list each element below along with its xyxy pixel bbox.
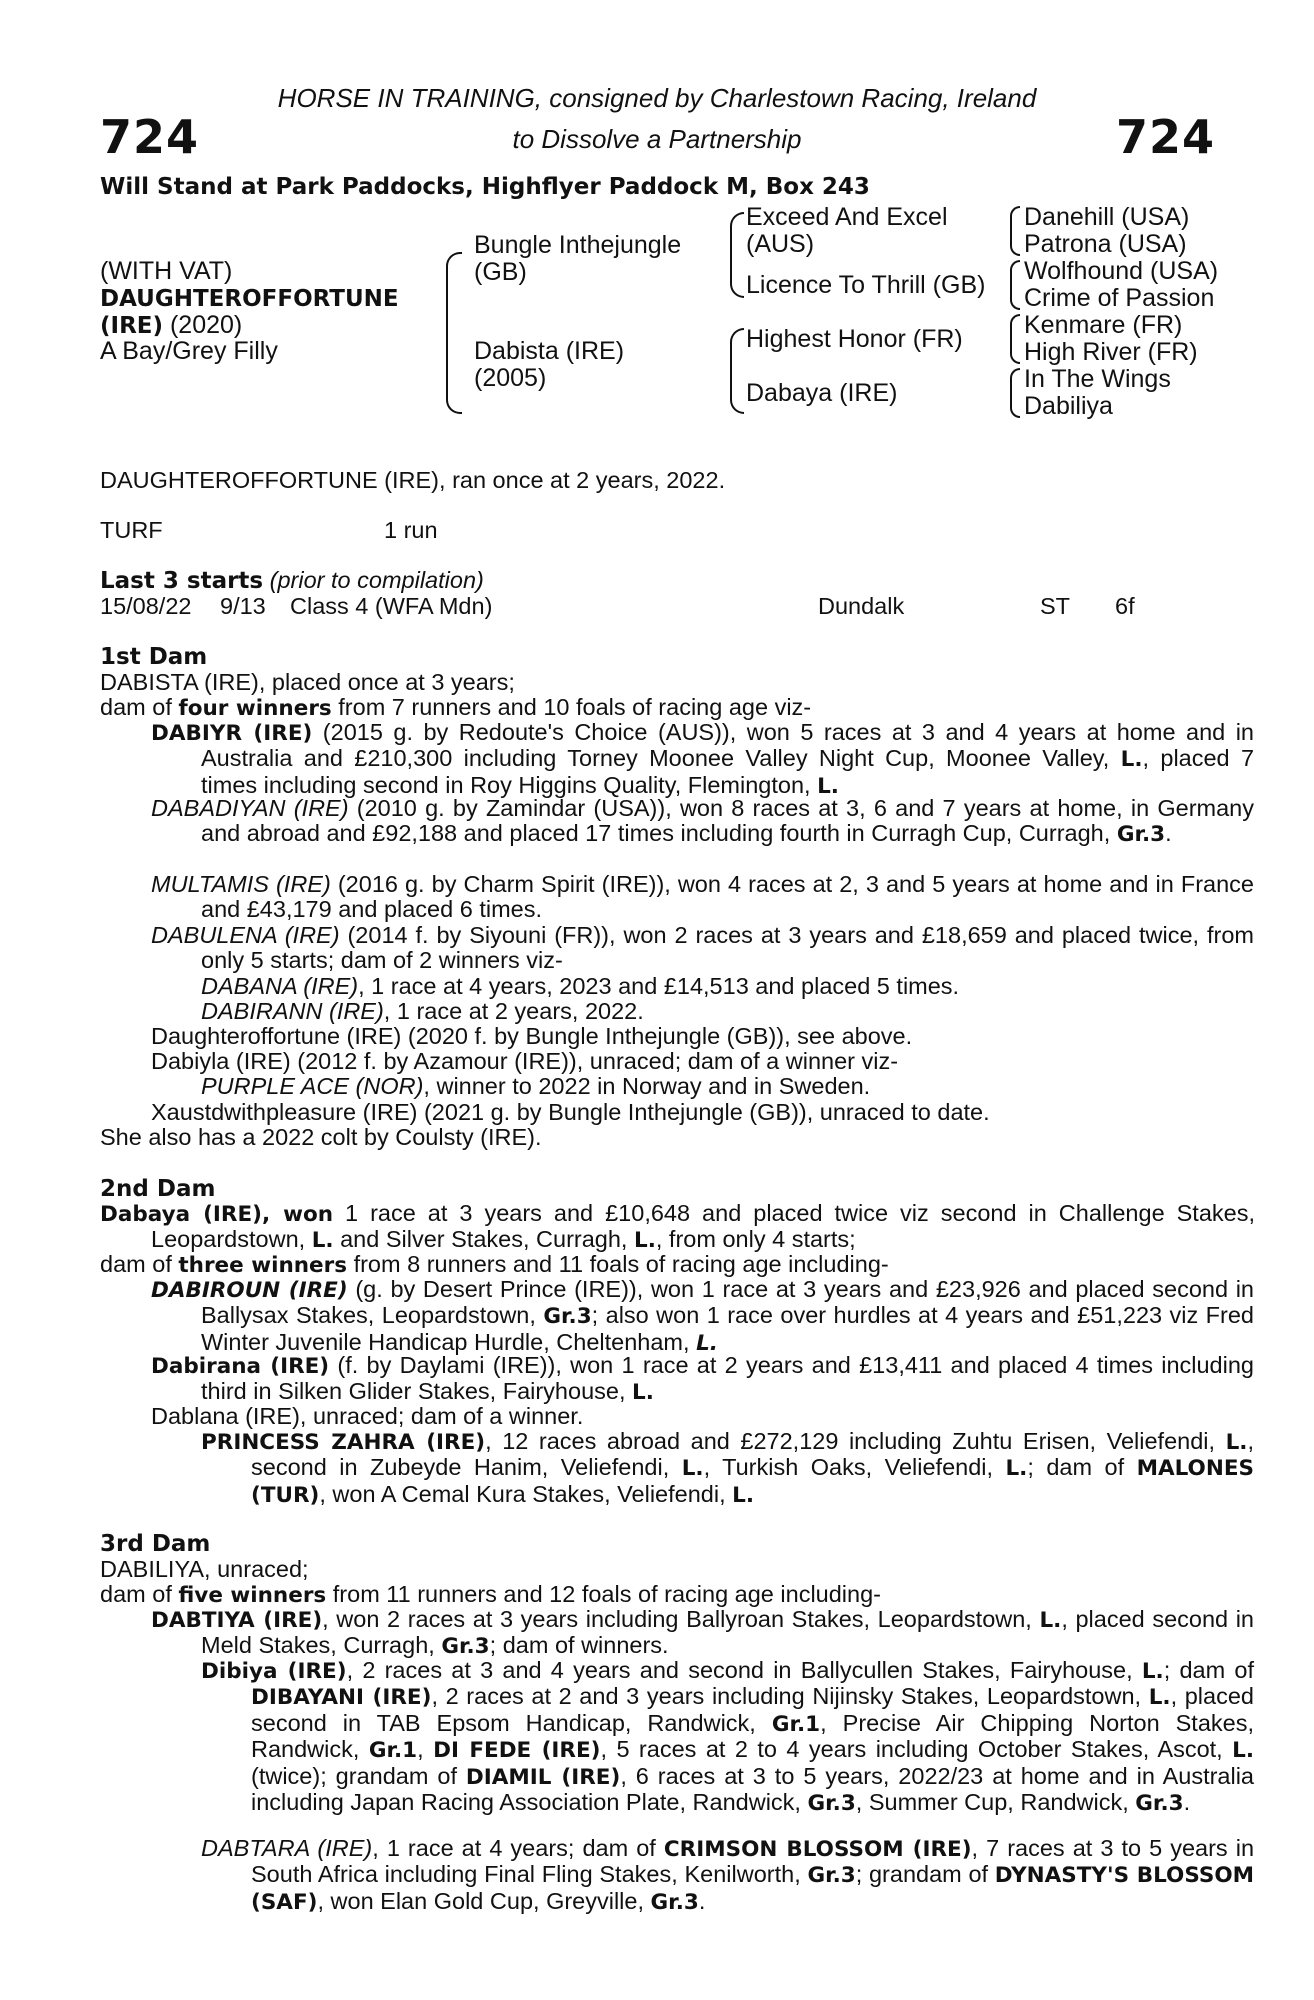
gg-3: Wolfhound (USA) bbox=[1024, 257, 1219, 285]
lot-number-left: 724 bbox=[100, 110, 200, 164]
surface-label: TURF bbox=[100, 517, 163, 543]
produce-dabirana: Dabirana (IRE) (f. by Daylami (IRE)), won 1 race at 2 years and £13,411 and placed 4 times including third in Silken Glider Stakes, Fairyhouse, L. bbox=[151, 1352, 1254, 1406]
second-dam-produce-summary: dam of three winners from 8 runners and 11 foals of racing age including- bbox=[100, 1251, 889, 1278]
dam-name: Dabista (IRE) bbox=[474, 337, 625, 365]
third-dam-produce-summary: dam of five winners from 11 runners and 12 foals of racing age including- bbox=[100, 1581, 881, 1608]
sire-country: (GB) bbox=[474, 258, 527, 286]
pedigree-brace-5 bbox=[1010, 260, 1020, 310]
header-line-2: to Dissolve a Partnership bbox=[512, 124, 802, 154]
produce-dabulena: DABULENA (IRE) (2014 f. by Siyouni (FR)), won 2 races at 3 years and £18,659 and placed twice, from only 5 starts; dam of 2 winners viz- bbox=[151, 922, 1255, 974]
stand-location: Will Stand at Park Paddocks, Highflyer Paddock M, Box 243 bbox=[100, 174, 870, 200]
horse-year: (2020) bbox=[163, 311, 243, 339]
start-position: 9/13 bbox=[220, 593, 266, 619]
dam-year: (2005) bbox=[474, 364, 547, 392]
gg-6: High River (FR) bbox=[1024, 338, 1198, 366]
horse-country: (IRE) bbox=[100, 313, 164, 339]
produce-dabiyla: Dabiyla (IRE) (2012 f. by Azamour (IRE)), unraced; dam of a winner viz- bbox=[151, 1048, 899, 1074]
produce-princess-zahra: PRINCESS ZAHRA (IRE), 12 races abroad and £272,129 including Zuhtu Erisen, Veliefendi, L., second in Zubeyde Hanim, Veliefendi, L., Turkish Oaks, Veliefendi, L.; dam of MALONES (TUR), won A Cemal Kura Stakes, Veliefendi, L. bbox=[201, 1428, 1254, 1508]
pedigree-brace-1 bbox=[446, 252, 462, 414]
first-dam-intro: DABISTA (IRE), placed once at 3 years; bbox=[100, 669, 515, 695]
vat-note: (WITH VAT) bbox=[100, 257, 233, 285]
last-starts-title: Last 3 starts bbox=[100, 568, 264, 594]
produce-dabirann: DABIRANN (IRE), 1 race at 2 years, 2022. bbox=[201, 998, 644, 1024]
start-going: ST bbox=[1040, 593, 1071, 619]
start-class: Class 4 (WFA Mdn) bbox=[290, 593, 493, 619]
sire-sire: Exceed And Excel bbox=[746, 203, 948, 231]
gg-2: Patrona (USA) bbox=[1024, 230, 1187, 258]
produce-dabana: DABANA (IRE), 1 race at 4 years, 2023 and £14,513 and placed 5 times. bbox=[201, 973, 960, 999]
third-dam-heading: 3rd Dam bbox=[100, 1531, 211, 1557]
gg-4: Crime of Passion bbox=[1024, 284, 1215, 312]
sire-name: Bungle Inthejungle bbox=[474, 231, 682, 259]
horse-suffix-year bbox=[100, 312, 242, 340]
start-distance: 6f bbox=[1115, 593, 1135, 619]
pedigree-brace-4 bbox=[1010, 206, 1020, 256]
last-starts-heading bbox=[100, 568, 484, 594]
produce-xaustdwithpleasure: Xaustdwithpleasure (IRE) (2021 g. by Bungle Inthejungle (GB)), unraced to date. bbox=[151, 1099, 990, 1125]
produce-dabtiya: DABTIYA (IRE), won 2 races at 3 years including Ballyroan Stakes, Leopardstown, L., placed second in Meld Stakes, Curragh, Gr.3; dam of winners. bbox=[151, 1606, 1255, 1660]
first-dam-heading: 1st Dam bbox=[100, 644, 208, 670]
gg-1: Danehill (USA) bbox=[1024, 203, 1190, 231]
first-dam-note: She also has a 2022 colt by Coulsty (IRE). bbox=[100, 1124, 542, 1150]
dam-sire: Highest Honor (FR) bbox=[746, 325, 963, 353]
sire-dam: Licence To Thrill (GB) bbox=[746, 271, 986, 299]
pedigree-brace-6 bbox=[1010, 314, 1020, 364]
gg-5: Kenmare (FR) bbox=[1024, 311, 1183, 339]
last-starts-note: (prior to compilation) bbox=[263, 567, 484, 593]
produce-dablana: Dablana (IRE), unraced; dam of a winner. bbox=[151, 1403, 584, 1429]
pedigree-brace-7 bbox=[1010, 368, 1020, 418]
second-dam-heading: 2nd Dam bbox=[100, 1176, 216, 1202]
produce-dabadiyan: DABADIYAN (IRE) (2010 g. by Zamindar (USA)), won 8 races at 3, 6 and 7 years at home, in Germany and abroad and £92,188 and placed 17 times including fourth in Curragh Cup, Curragh, Gr.3. bbox=[151, 795, 1255, 848]
dam-dam: Dabaya (IRE) bbox=[746, 379, 898, 407]
pedigree-brace-2 bbox=[730, 212, 744, 298]
horse-name: DAUGHTEROFFORTUNE bbox=[100, 286, 399, 312]
third-dam-intro: DABILIYA, unraced; bbox=[100, 1556, 309, 1582]
produce-dabtara: DABTARA (IRE), 1 race at 4 years; dam of CRIMSON BLOSSOM (IRE), 7 races at 3 to 5 years in South Africa including Final Fling Stakes, Kenilworth, Gr.3; grandam of DYNASTY'S BLOSSOM (SAF), won Elan Gold Cup, Greyville, Gr.3. bbox=[201, 1835, 1255, 1915]
gg-8: Dabiliya bbox=[1024, 392, 1113, 420]
start-date: 15/08/22 bbox=[100, 593, 192, 619]
first-dam-produce-summary: dam of four winners from 7 runners and 10 foals of racing age viz- bbox=[100, 694, 812, 721]
header-line-1: HORSE IN TRAINING, consigned by Charlestown Racing, Ireland bbox=[277, 83, 1037, 113]
produce-daughteroffortune: Daughteroffortune (IRE) (2020 f. by Bungle Inthejungle (GB)), see above. bbox=[151, 1023, 913, 1049]
produce-dabiyr: DABIYR (IRE) (2015 g. by Redoute's Choice (AUS)), won 5 races at 3 and 4 years at home and in Australia and £210,300 including Torney Moonee Valley Night Cup, Moonee Valley, L., placed 7 times including second in Roy Higgins Quality, Flemington, L. bbox=[151, 719, 1255, 799]
horse-description: A Bay/Grey Filly bbox=[100, 337, 278, 365]
start-course: Dundalk bbox=[818, 593, 905, 619]
sire-sire-country: (AUS) bbox=[746, 230, 815, 258]
gg-7: In The Wings bbox=[1024, 365, 1171, 393]
pedigree-brace-3 bbox=[730, 328, 744, 414]
produce-purple-ace: PURPLE ACE (NOR), winner to 2022 in Norway and in Sweden. bbox=[201, 1073, 871, 1099]
lot-number-right: 724 bbox=[1116, 110, 1216, 164]
produce-dibiya: Dibiya (IRE), 2 races at 3 and 4 years and second in Ballycullen Stakes, Fairyhouse, L.; dam of DIBAYANI (IRE), 2 races at 2 and 3 years including Nijinsky Stakes, Leopardstown, L., placed second in TAB Epsom Handicap, Randwick, Gr.1, Precise Air Chipping Norton Stakes, Randwick, Gr.1, DI FEDE (IRE), 5 races at 2 to 4 years including October Stakes, Ascot, L. (twice); grandam of DIAMIL (IRE), 6 races at 3 to 5 years, 2022/23 at home and in Australia including Japan Racing Association Plate, Randwick, Gr.3, Summer Cup, Randwick, Gr.3. bbox=[201, 1657, 1255, 1817]
produce-multamis: MULTAMIS (IRE) (2016 g. by Charm Spirit (IRE)), won 4 races at 2, 3 and 5 years at home and in France and £43,179 and placed 6 times. bbox=[151, 871, 1255, 923]
produce-dabiroun: DABIROUN (IRE) (g. by Desert Prince (IRE)), won 1 race at 3 years and £23,926 and placed second in Ballysax Stakes, Leopardstown, Gr.3; also won 1 race over hurdles at 4 years and £51,223 viz Fred Winter Juvenile Handicap Hurdle, Cheltenham, L. bbox=[151, 1276, 1255, 1356]
surface-runs: 1 run bbox=[384, 517, 438, 543]
race-summary: DAUGHTEROFFORTUNE (IRE), ran once at 2 years, 2022. bbox=[100, 467, 726, 493]
second-dam-intro: Dabaya (IRE), won 1 race at 3 years and £10,648 and placed twice viz second in Challenge Stakes, Leopardstown, L. and Silver Stakes, Curragh, L., from only 4 starts; bbox=[100, 1200, 1256, 1254]
